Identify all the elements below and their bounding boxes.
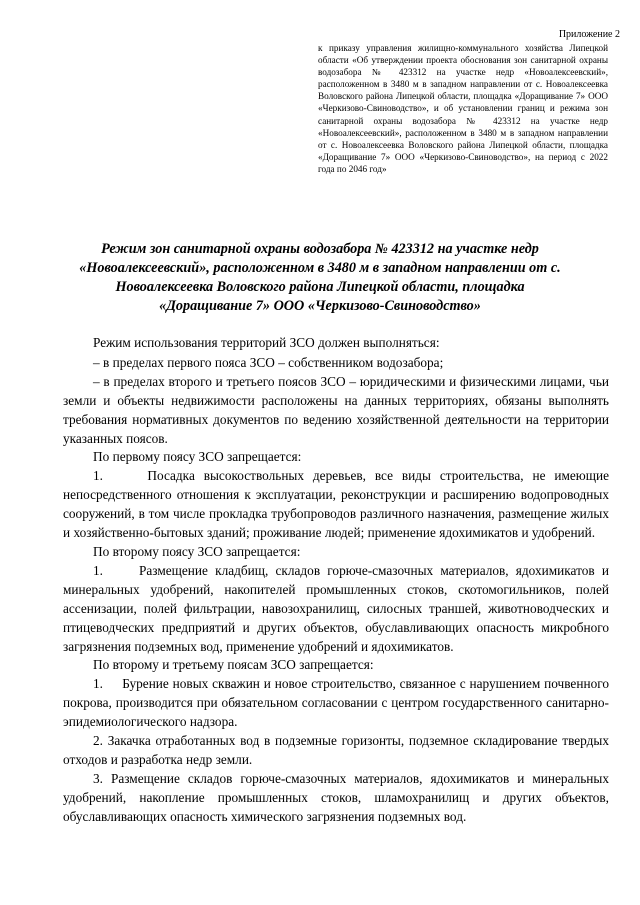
heading-second-third-belts-prohibitions: По второму и третьему поясам ЗСО запрещается: xyxy=(93,657,374,673)
appendix-label: Приложение 2 xyxy=(558,29,620,40)
document-title: Режим зон санитарной охраны водозабора № 423312 на участке недр «Новоалексеевский», расположенном в 3480 м в западном направлении от с. Новоалексеевка Воловского района Липецкой области, площадка «Доращивание 7» ООО «Черкизово-Свиноводство» xyxy=(79,241,561,314)
first-belt-item-1: 1. Посадка высокоствольных деревьев, все виды строительства, не имеющие непосредственного отношения к эксплуатации, реконструкции и расширению водопроводных сооружений, в том числе прокладка трубопроводов различного назначения, размещение жилых и хозяйственно-бытовых зданий; проживание людей; применение ядохимикатов и удобрений. xyxy=(63,468,609,541)
second-belt-item-1: 1. Размещение кладбищ, складов горюче-смазочных материалов, ядохимикатов и минеральных удобрений, накопителей промышленных стоков, скотомогильников, полей ассенизации, полей фильтрации, навозохранилищ, силосных траншей, животноводческих и птицеводческих предприятий и других объектов, обуславливающих опасность микробного загрязнения подземных вод, применение удобрений и ядохимикатов. xyxy=(63,562,609,654)
document-body xyxy=(63,334,609,827)
second-third-belts-item-1: 1. Бурение новых скважин и новое строительство, связанное с нарушением почвенного покрова, производится при обязательном согласовании с центром государственного санитарно-эпидемиологического надзора. xyxy=(63,676,609,730)
paragraph-first-belt-owner: – в пределах первого пояса ЗСО – собственником водозабора; xyxy=(93,354,444,370)
appendix-reference: к приказу управления жилищно-коммунального хозяйства Липецкой области «Об утверждении проекта обоснования зон санитарной охраны водозабора № 423312 на участке недр «Новоалексеевский», расположенном в 3480 м в западном направлении от с. Новоалексеевка Воловского района Липецкой области, площадка «Доращивание 7» ООО «Черкизово-Свиноводство», и об установлении границ и режима зон санитарной охраны водозабора № 423312 на участке недр «Новоалексеевский», расположенном в 3480 м в западном направлении от с. Новоалексеевка Воловского района Липецкой области, площадка «Доращивание 7» ООО «Черкизово-Свиноводство», на период с 2022 года по 2046 год» xyxy=(318,43,608,174)
paragraph-second-third-belts-owners: – в пределах второго и третьего поясов ЗСО – юридическими и физическими лицами, чьи земли и объекты недвижимости расположены на данных территориях, обязаны выполнять требования нормативных документов по ведению хозяйственной деятельности на территории указанных поясов. xyxy=(63,373,609,446)
paragraph-intro: Режим использования территорий ЗСО должен выполняться: xyxy=(93,335,440,350)
second-third-belts-item-3: 3. Размещение складов горюче-смазочных материалов, ядохимикатов и минеральных удобрений, накопление промышленных стоков, шламохранилищ и других объектов, обуславливающих опасность химического загрязнения подземных вод. xyxy=(63,770,609,824)
heading-second-belt-prohibitions: По второму поясу ЗСО запрещается: xyxy=(93,543,301,559)
second-third-belts-item-2: 2. Закачка отработанных вод в подземные горизонты, подземное складирование твердых отходов и разработка недр земли. xyxy=(63,733,609,767)
heading-first-belt-prohibitions: По первому поясу ЗСО запрещается: xyxy=(93,449,302,465)
